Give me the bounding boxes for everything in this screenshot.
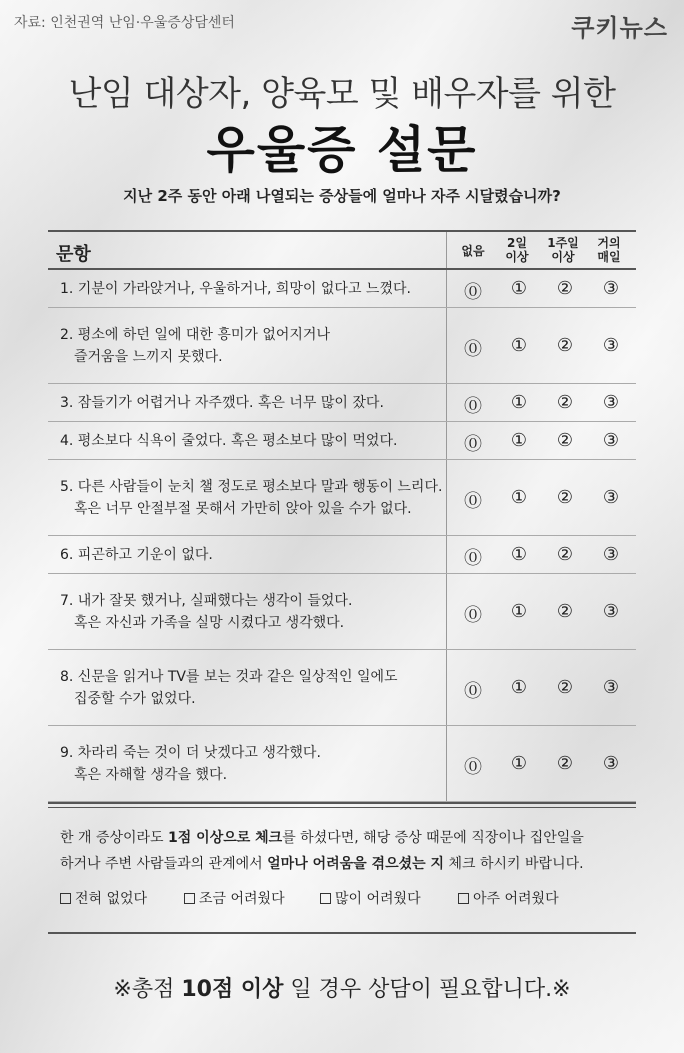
question-text: 8. 신문을 읽거나 TV를 보는 것과 같은 일상적인 일에도 집중할 수가 없었다. <box>60 669 398 707</box>
answer-option-2[interactable]: ② <box>556 677 574 698</box>
question-text: 9. 차라리 죽는 것이 더 낫겠다고 생각했다. 혹은 자해할 생각을 했다. <box>60 745 321 783</box>
column-divider <box>446 574 447 649</box>
answer-option-0[interactable]: ⓪ <box>464 757 482 778</box>
survey-instruction: 지난 2주 동안 아래 나열되는 증상들에 얼마나 자주 시달렸습니까? <box>123 187 561 205</box>
answer-option-3[interactable]: ③ <box>602 544 620 565</box>
answer-option-1[interactable]: ① <box>510 335 528 356</box>
table-row <box>48 536 636 574</box>
answer-option-0[interactable]: ⓪ <box>464 548 482 569</box>
column-divider <box>446 308 447 383</box>
column-divider <box>446 460 447 535</box>
question-text: 2. 평소에 하던 일에 대한 흥미가 없어지거나 즐거움을 느끼지 못했다. <box>60 327 330 365</box>
checkbox-icon[interactable] <box>60 893 71 904</box>
total-score-notice: ※총점 10점 이상 일 경우 상담이 필요합니다.※ <box>113 977 571 1002</box>
answer-option-1[interactable]: ① <box>510 677 528 698</box>
column-header-2days: 2일 이상 <box>505 236 529 264</box>
answer-option-2[interactable]: ② <box>556 278 574 299</box>
answer-option-2[interactable]: ② <box>556 335 574 356</box>
page-subtitle: 난임 대상자, 양육모 및 배우자를 위한 <box>68 74 616 114</box>
column-divider <box>446 650 447 725</box>
column-divider <box>446 384 447 421</box>
question-text: 5. 다른 사람들이 눈치 챌 정도로 평소보다 말과 행동이 느리다. 혹은 너무 안절부절 못해서 가만히 앉아 있을 수가 없다. <box>60 479 443 517</box>
answer-option-1[interactable]: ① <box>510 544 528 565</box>
column-header-none: 없음 <box>461 244 485 258</box>
difficulty-option-slight[interactable]: 조금 어려웠다 <box>184 888 285 908</box>
table-row <box>48 460 636 536</box>
question-column-header: 문항 <box>56 244 91 265</box>
answer-option-3[interactable]: ③ <box>602 430 620 451</box>
question-text: 3. 잠들기가 어렵거나 자주깼다. 혹은 너무 많이 잤다. <box>60 395 384 411</box>
answer-option-1[interactable]: ① <box>510 601 528 622</box>
answer-option-0[interactable]: ⓪ <box>464 681 482 702</box>
table-header <box>48 230 636 270</box>
checkbox-icon[interactable] <box>320 893 331 904</box>
answer-option-1[interactable]: ① <box>510 753 528 774</box>
question-text: 1. 기분이 가라앉거나, 우울하거나, 희망이 없다고 느꼈다. <box>60 281 411 297</box>
difficulty-option-much[interactable]: 많이 어려웠다 <box>320 888 421 908</box>
table-row <box>48 726 636 802</box>
column-divider <box>446 422 447 459</box>
checkbox-icon[interactable] <box>184 893 195 904</box>
answer-option-2[interactable]: ② <box>556 601 574 622</box>
answer-option-3[interactable]: ③ <box>602 677 620 698</box>
answer-option-3[interactable]: ③ <box>602 392 620 413</box>
question-text: 4. 평소보다 식욕이 줄었다. 혹은 평소보다 많이 먹었다. <box>60 433 398 449</box>
answer-option-2[interactable]: ② <box>556 544 574 565</box>
question-text: 6. 피곤하고 기운이 없다. <box>60 547 213 563</box>
answer-option-0[interactable]: ⓪ <box>464 605 482 626</box>
column-divider <box>446 270 447 307</box>
table-row <box>48 308 636 384</box>
column-header-daily: 거의 매일 <box>597 236 621 264</box>
answer-option-0[interactable]: ⓪ <box>464 339 482 360</box>
difficulty-option-none[interactable]: 전혀 없었다 <box>60 888 147 908</box>
answer-option-3[interactable]: ③ <box>602 335 620 356</box>
difficulty-option-extreme[interactable]: 아주 어려웠다 <box>458 888 559 908</box>
answer-option-3[interactable]: ③ <box>602 753 620 774</box>
answer-option-2[interactable]: ② <box>556 430 574 451</box>
table-row <box>48 384 636 422</box>
answer-option-1[interactable]: ① <box>510 430 528 451</box>
column-header-1week: 1주일 이상 <box>547 236 579 264</box>
answer-option-0[interactable]: ⓪ <box>464 434 482 455</box>
answer-option-0[interactable]: ⓪ <box>464 396 482 417</box>
answer-option-1[interactable]: ① <box>510 487 528 508</box>
answer-option-3[interactable]: ③ <box>602 278 620 299</box>
table-row <box>48 422 636 460</box>
difficulty-note: 한 개 증상이라도 1점 이상으로 체크를 하셨다면, 해당 증상 때문에 직장이나 집안일을 하거나 주변 사람들과의 관계에서 얼마나 어려움을 겪으셨는 지 체크 하시키 바랍니다. <box>60 830 584 872</box>
answer-option-0[interactable]: ⓪ <box>464 282 482 303</box>
table-body <box>48 270 636 802</box>
answer-option-3[interactable]: ③ <box>602 487 620 508</box>
answer-option-2[interactable]: ② <box>556 753 574 774</box>
source-credit: 자료: 인천권역 난임·우울증상담센터 <box>14 15 235 31</box>
column-divider <box>446 536 447 573</box>
answer-option-0[interactable]: ⓪ <box>464 491 482 512</box>
answer-option-2[interactable]: ② <box>556 487 574 508</box>
column-divider <box>446 726 447 801</box>
checkbox-icon[interactable] <box>458 893 469 904</box>
publisher-logo: 쿠키뉴스 <box>571 14 668 42</box>
answer-option-3[interactable]: ③ <box>602 601 620 622</box>
answer-option-2[interactable]: ② <box>556 392 574 413</box>
table-end-rule <box>48 802 636 808</box>
column-divider <box>446 232 447 268</box>
table-row <box>48 574 636 650</box>
section-divider <box>48 932 636 934</box>
answer-option-1[interactable]: ① <box>510 392 528 413</box>
table-row <box>48 650 636 726</box>
question-text: 7. 내가 잘못 했거나, 실패했다는 생각이 들었다. 혹은 자신과 가족을 실망 시켰다고 생각했다. <box>60 593 353 631</box>
page-title: 우울증 설문 <box>206 121 478 179</box>
table-row <box>48 270 636 308</box>
answer-option-1[interactable]: ① <box>510 278 528 299</box>
survey-table <box>48 230 636 808</box>
